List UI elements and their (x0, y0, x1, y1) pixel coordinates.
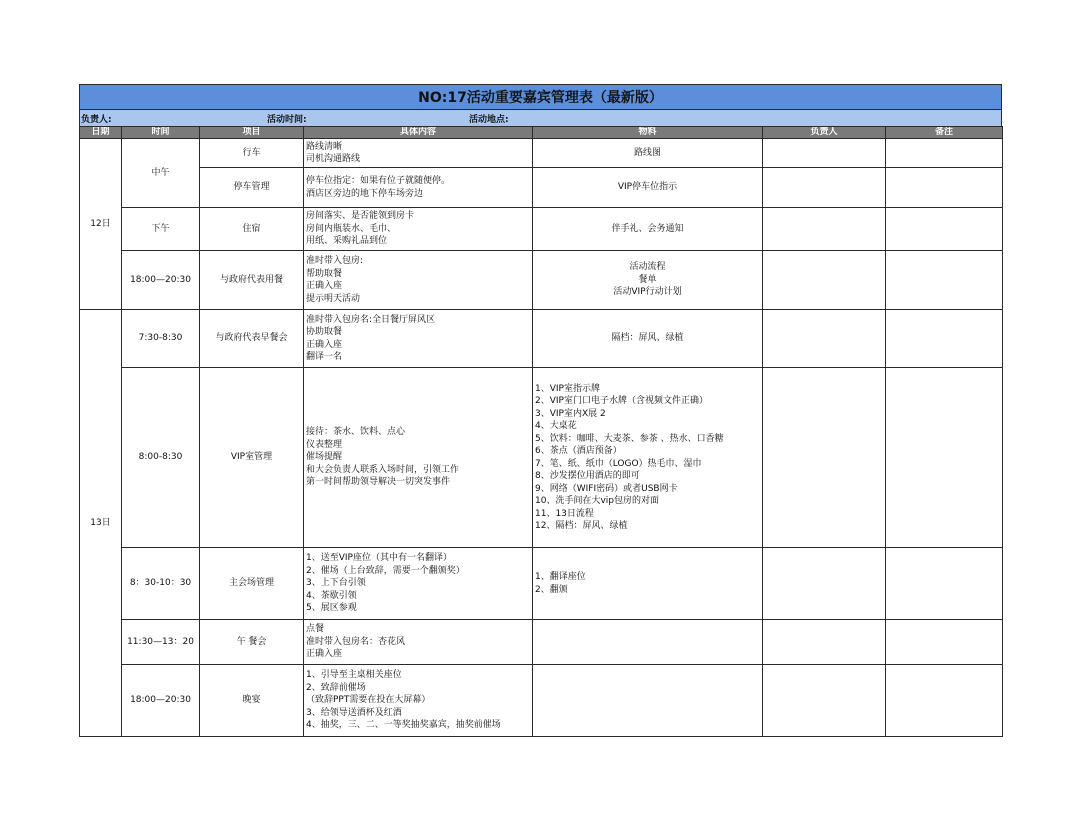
content-cell: 1、送至VIP座位（其中有一名翻译） 2、催场（上台致辞，需要一个翻颁奖） 3、上下台引领 4、茶歇引领 5、展区参观 (304, 548, 533, 620)
header-material: 物料 (533, 127, 763, 139)
note-cell (886, 665, 1003, 737)
item-cell: 与政府代表早餐会 (200, 310, 304, 368)
content-cell: 接待：茶水、饮料、点心 仪表整理 催场提醒 和大会负责人联系入场时间，引领工作 第一时间帮助领导解决一切突发事件 (304, 368, 533, 548)
material-cell (533, 620, 763, 665)
table-row (80, 620, 1003, 665)
header-note: 备注 (886, 127, 1003, 139)
time-label: 活动时间: (267, 115, 307, 125)
time-cell: 中午 (122, 139, 200, 208)
note-cell (886, 620, 1003, 665)
header-item: 项目 (200, 127, 304, 139)
item-cell: 晚宴 (200, 665, 304, 737)
time-cell: 8：30-10：30 (122, 548, 200, 620)
table-row (80, 251, 1003, 310)
material-cell: 伴手礼、会务通知 (533, 208, 763, 251)
place-label: 活动地点: (469, 115, 509, 125)
owner-cell (763, 548, 886, 620)
note-cell (886, 168, 1003, 208)
content-cell: 1、引导至主桌相关座位 2、致辞前催场 （致辞PPT需要在投在大屏幕） 3、给领导送酒杯及红酒 4、抽奖，三、二、一等奖抽奖嘉宾，抽奖前催场 (304, 665, 533, 737)
table-row (80, 168, 1003, 208)
material-cell: 1、翻译座位 2、翻颁 (533, 548, 763, 620)
header-owner: 负责人 (763, 127, 886, 139)
note-cell (886, 310, 1003, 368)
content-cell: 房间落实、是否能领到房卡 房间内瓶装水、毛巾、 用纸、采购礼品到位 (304, 208, 533, 251)
header-row (80, 127, 1003, 139)
note-cell (886, 548, 1003, 620)
content-cell: 准时带入包房: 帮助取餐 正确入座 提示明天活动 (304, 251, 533, 310)
item-cell: 午 餐会 (200, 620, 304, 665)
material-cell (533, 665, 763, 737)
owner-cell (763, 620, 886, 665)
header-date: 日期 (80, 127, 122, 139)
owner-cell (763, 139, 886, 168)
owner-cell (763, 208, 886, 251)
time-cell: 8:00-8:30 (122, 368, 200, 548)
sheet-title: NO:17活动重要嘉宾管理表（最新版） (79, 84, 1002, 109)
note-cell (886, 208, 1003, 251)
date-cell: 13日 (80, 310, 122, 737)
time-cell: 11:30—13：20 (122, 620, 200, 665)
item-cell: 停车管理 (200, 168, 304, 208)
owner-cell (763, 251, 886, 310)
owner-cell (763, 368, 886, 548)
content-cell: 停车位指定：如果有位子就随便停。 酒店区旁边的地下停车场旁边 (304, 168, 533, 208)
item-cell: 与政府代表用餐 (200, 251, 304, 310)
table-row (80, 310, 1003, 368)
item-cell: 住宿 (200, 208, 304, 251)
table-row (80, 208, 1003, 251)
note-cell (886, 251, 1003, 310)
content-cell: 点餐 准时带入包房名：杏花风 正确入座 (304, 620, 533, 665)
date-cell: 12日 (80, 139, 122, 310)
time-cell: 下午 (122, 208, 200, 251)
owner-cell (763, 310, 886, 368)
guest-table (79, 126, 1003, 737)
item-cell: 行车 (200, 139, 304, 168)
item-cell: VIP室管理 (200, 368, 304, 548)
note-cell (886, 139, 1003, 168)
material-cell: VIP停车位指示 (533, 168, 763, 208)
time-cell: 7:30-8:30 (122, 310, 200, 368)
header-content: 具体内容 (304, 127, 533, 139)
content-cell: 准时带入包房名:全日餐厅屏风区 协助取餐 正确入座 翻译一名 (304, 310, 533, 368)
item-cell: 主会场管理 (200, 548, 304, 620)
table-row (80, 665, 1003, 737)
header-time: 时间 (122, 127, 200, 139)
spreadsheet (79, 84, 1002, 737)
table-row (80, 368, 1003, 548)
owner-cell (763, 665, 886, 737)
time-cell: 18:00—20:30 (122, 251, 200, 310)
owner-label: 负责人: (81, 115, 112, 125)
info-row (79, 109, 1002, 126)
time-cell: 18:00—20:30 (122, 665, 200, 737)
material-cell: 1、VIP室指示牌 2、VIP室门口电子水牌（含视频文件正确） 3、VIP室内X展 2 4、大桌花 5、饮料：咖啡、大麦茶、参茶 、热水、口香糖 6、茶点（酒店预备） 7、笔、纸、纸巾（LOGO）热毛巾、湿巾 8、沙发摆位用酒店的即可 9、网络（WIFI密码）或者USB网卡 10、洗手间在大vip包房的对面 11、13日流程 12、隔档：屏风、绿植 (533, 368, 763, 548)
table-row (80, 548, 1003, 620)
material-cell: 活动流程 餐单 活动VIP行动计划 (533, 251, 763, 310)
material-cell: 路线图 (533, 139, 763, 168)
material-cell: 隔档：屏风、绿植 (533, 310, 763, 368)
owner-cell (763, 168, 886, 208)
content-cell: 路线清晰 司机沟通路线 (304, 139, 533, 168)
table-row (80, 139, 1003, 168)
note-cell (886, 368, 1003, 548)
